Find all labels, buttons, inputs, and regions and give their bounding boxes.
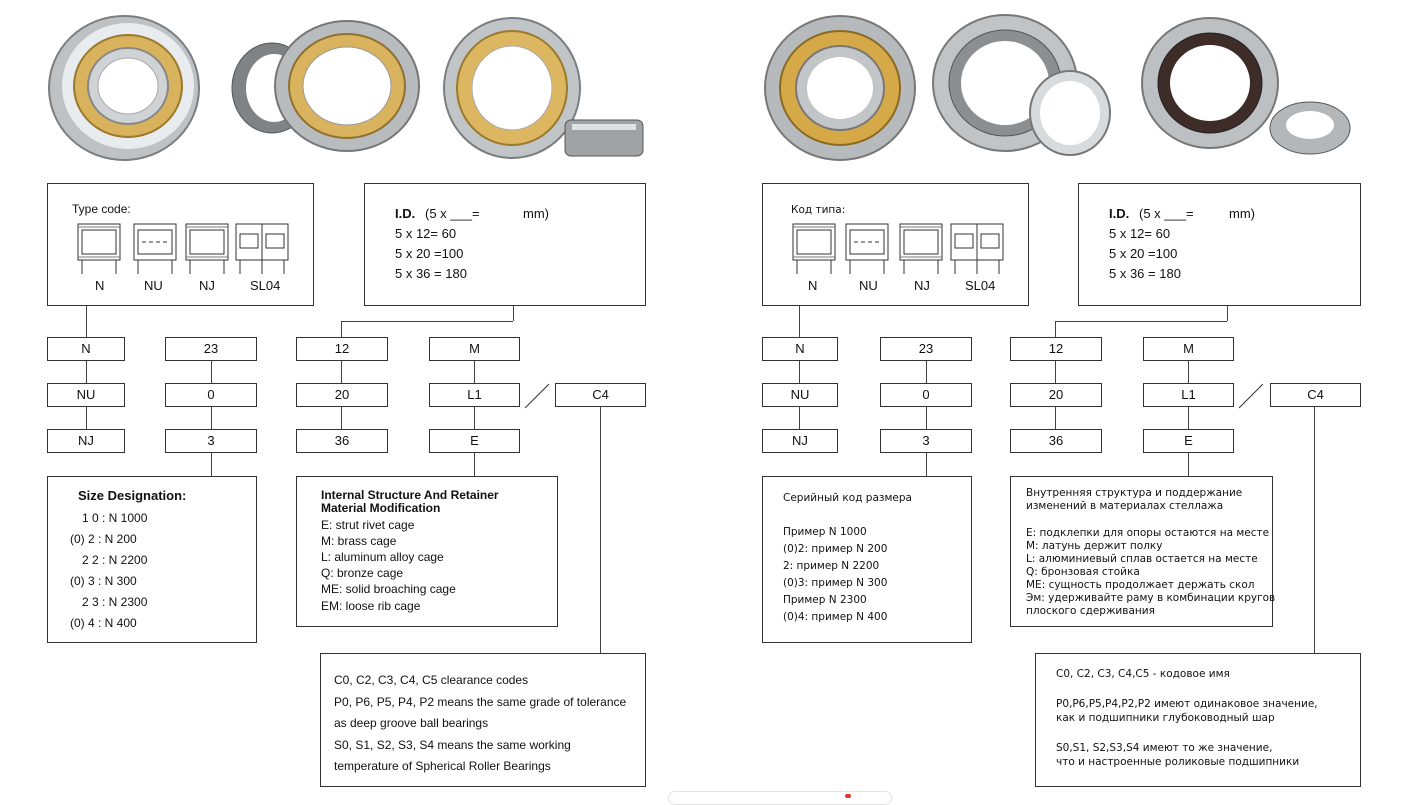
connector (799, 306, 800, 337)
structure-title-line1: Внутренняя структура и поддержание (1026, 487, 1243, 499)
bearing-photos-left (42, 8, 645, 170)
note-line: P0,P6,P5,P4,P2,P2 имеют одинаковое значение, (1056, 698, 1318, 710)
bearing-photo-gold-face (765, 16, 915, 160)
connector (1227, 306, 1228, 321)
structure-row: плоского сдерживания (1026, 605, 1155, 617)
type-code-title: Type code: (72, 202, 131, 216)
connector (86, 361, 87, 383)
type-nu-icon (846, 224, 888, 274)
connector (341, 321, 513, 322)
note-line: temperature of Spherical Roller Bearings (334, 759, 551, 773)
size-row: Пример N 2300 (783, 594, 867, 606)
code-cell-cage: L1 (1143, 383, 1234, 407)
code-cell-series: 3 (165, 429, 257, 453)
id-example-3: 5 x 36 = 180 (395, 266, 467, 281)
structure-title-line1: Internal Structure And Retainer (321, 488, 499, 502)
type-code-title-ru: Код типа: (791, 204, 846, 216)
connector (211, 453, 212, 476)
connector (1055, 407, 1056, 429)
note-line: C0, C2, C3, C4,C5 - кодовое имя (1056, 668, 1230, 680)
type-nj-icon (186, 224, 228, 274)
connector (799, 407, 800, 429)
bearing-photo-black-cage (1142, 18, 1350, 154)
connector (86, 407, 87, 429)
size-row: (0) 4 : N 400 (70, 616, 137, 630)
code-cell-clearance: C4 (1270, 383, 1361, 407)
type-code-box (47, 183, 314, 306)
code-cell-clearance: C4 (555, 383, 646, 407)
structure-row: L: алюминиевый сплав остается на месте (1026, 553, 1258, 565)
structure-row: Q: бронзовая стойка (1026, 566, 1140, 578)
connector (1188, 361, 1189, 383)
code-cell-bore: 12 (1010, 337, 1102, 361)
id-example-3: 5 x 36 = 180 (1109, 266, 1181, 281)
size-row: Пример N 1000 (783, 526, 867, 538)
note-line: as deep groove ball bearings (334, 716, 489, 730)
connector (1055, 361, 1056, 383)
size-row: (0) 3 : N 300 (70, 574, 137, 588)
code-cell-series: 0 (165, 383, 257, 407)
structure-row: M: латунь держит полку (1026, 540, 1163, 552)
note-line: что и настроенные роликовые подшипники (1056, 756, 1300, 768)
type-label-n: N (808, 278, 818, 293)
size-row: 1 0 : N 1000 (82, 511, 148, 525)
code-cell-bore: 20 (296, 383, 388, 407)
id-formula: (5 x ___= (425, 206, 480, 221)
connector (474, 361, 475, 383)
code-cell-series: 3 (880, 429, 972, 453)
size-row: 2: пример N 2200 (783, 560, 880, 572)
size-row: 2 3 : N 2300 (82, 595, 148, 609)
connector (926, 407, 927, 429)
note-line: S0,S1, S2,S3,S4 имеют то же значение, (1056, 742, 1273, 754)
structure-row: L: aluminum alloy cage (321, 550, 444, 564)
id-example-1: 5 x 12= 60 (395, 226, 457, 241)
inner-diameter-box-ru (1078, 183, 1361, 306)
type-label-sl04: SL04 (250, 278, 281, 293)
id-formula: (5 x ___= (1139, 206, 1194, 221)
code-cell-cage: M (429, 337, 520, 361)
id-example-1: 5 x 12= 60 (1109, 226, 1171, 241)
connector (1055, 321, 1056, 337)
id-unit: mm) (523, 206, 549, 221)
structure-title-line2: Material Modification (321, 501, 441, 515)
code-cell-type: NU (762, 383, 838, 407)
note-line: P0, P6, P5, P4, P2 means the same grade of tolerance (334, 695, 627, 709)
structure-row: Q: bronze cage (321, 566, 404, 580)
code-cell-type: N (47, 337, 125, 361)
clearance-notes-box (320, 653, 646, 787)
connector (86, 306, 87, 337)
structure-row: Эм: удерживайте раму в комбинации кругов (1026, 592, 1276, 604)
type-label-nj: NJ (199, 278, 215, 293)
type-code-box-ru (762, 183, 1029, 306)
connector (600, 407, 601, 653)
connector (513, 306, 514, 321)
connector (926, 361, 927, 383)
connector (799, 361, 800, 383)
connector (341, 321, 342, 337)
type-label-sl04: SL04 (965, 278, 996, 293)
inner-diameter-box (364, 183, 646, 306)
structure-row: ME: solid broaching cage (321, 582, 456, 596)
size-row: (0) 2 : N 200 (70, 532, 137, 546)
type-n-icon (78, 224, 120, 274)
code-cell-cage: E (1143, 429, 1234, 453)
code-cell-type: N (762, 337, 838, 361)
id-example-2: 5 x 20 =100 (395, 246, 464, 261)
code-cell-cage: E (429, 429, 520, 453)
code-cell-type: NJ (762, 429, 838, 453)
code-cell-type: NJ (47, 429, 125, 453)
type-label-n: N (95, 278, 105, 293)
connector (341, 407, 342, 429)
internal-structure-box (296, 476, 558, 627)
clearance-notes-box-ru (1035, 653, 1361, 787)
product-photo-strip-left (42, 8, 645, 170)
code-cell-series: 23 (165, 337, 257, 361)
type-n-icon (793, 224, 835, 274)
connector (474, 453, 475, 476)
note-line: как и подшипники глубоководный шар (1056, 712, 1275, 724)
structure-title-line2: изменений в материалах стеллажа (1026, 500, 1224, 512)
slash-separator (1237, 381, 1267, 411)
structure-row: E: strut rivet cage (321, 518, 415, 532)
bearing-photo-split-ring (232, 21, 419, 151)
type-label-nu: NU (144, 278, 163, 293)
connector (211, 361, 212, 383)
size-row: (0)3: пример N 300 (783, 577, 888, 589)
id-example-2: 5 x 20 =100 (1109, 246, 1178, 261)
type-nj-icon (900, 224, 942, 274)
structure-row: E: подклепки для опоры остаются на месте (1026, 527, 1270, 539)
connector (1188, 453, 1189, 476)
code-cell-series: 0 (880, 383, 972, 407)
note-line: S0, S1, S2, S3, S4 means the same working (334, 738, 571, 752)
note-line: C0, C2, C3, C4, C5 clearance codes (334, 673, 529, 687)
type-nu-icon (134, 224, 176, 274)
type-sl04-icon (951, 224, 1003, 274)
size-row: (0)4: пример N 400 (783, 611, 888, 623)
size-row: 2 2 : N 2200 (82, 553, 148, 567)
slash-separator (523, 381, 553, 411)
connector (211, 407, 212, 429)
code-cell-bore: 36 (296, 429, 388, 453)
bearing-photos-right (760, 8, 1360, 170)
size-designation-title: Серийный код размера (783, 492, 912, 504)
connector (1314, 407, 1315, 653)
red-dot-icon (845, 794, 851, 798)
code-cell-bore: 12 (296, 337, 388, 361)
code-cell-bore: 20 (1010, 383, 1102, 407)
connector (1055, 321, 1227, 322)
structure-row: M: brass cage (321, 534, 397, 548)
id-label: I.D. (395, 206, 416, 221)
code-cell-cage: L1 (429, 383, 520, 407)
structure-row: EM: loose rib cage (321, 599, 421, 613)
code-cell-cage: M (1143, 337, 1234, 361)
connector (474, 407, 475, 429)
internal-structure-box-ru (1010, 476, 1276, 627)
size-designation-box-ru (762, 476, 972, 643)
connector (1188, 407, 1189, 429)
bearing-photo-brass-cage (49, 16, 199, 160)
code-cell-series: 23 (880, 337, 972, 361)
connector (926, 453, 927, 476)
type-label-nj: NJ (914, 278, 930, 293)
product-photo-strip-right (760, 8, 1360, 170)
code-cell-type: NU (47, 383, 125, 407)
size-designation-box (47, 476, 257, 643)
connector (341, 361, 342, 383)
size-designation-title: Size Designation: (78, 488, 187, 503)
structure-row: ME: сущность продолжает держать скол (1026, 579, 1255, 591)
size-row: (0)2: пример N 200 (783, 543, 888, 555)
bearing-photo-with-inner-ring (444, 18, 643, 158)
id-unit: mm) (1229, 206, 1255, 221)
bottom-widget-edge (668, 791, 892, 805)
code-cell-bore: 36 (1010, 429, 1102, 453)
id-label: I.D. (1109, 206, 1130, 221)
type-label-nu: NU (859, 278, 878, 293)
type-sl04-icon (236, 224, 288, 274)
bearing-photo-steel-cage (933, 15, 1110, 155)
